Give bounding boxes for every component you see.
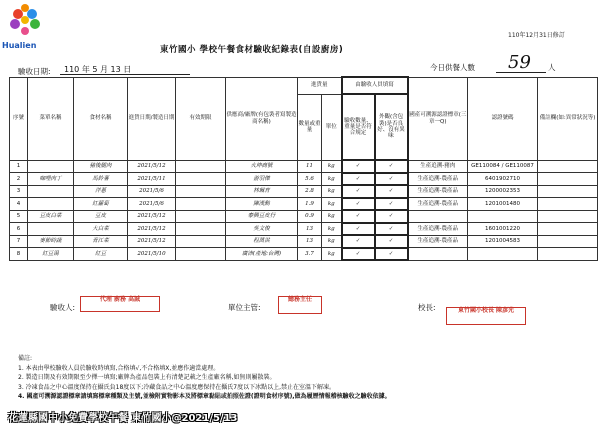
- row-cert: 生產追溯-農產品: [408, 198, 468, 211]
- row-remark: [538, 185, 598, 198]
- supplier-count-value: 59: [508, 52, 531, 73]
- principal-stamp: 東竹國小校長 陳彥光: [446, 307, 526, 325]
- notes-heading: 備註:: [18, 355, 33, 362]
- row-check-qty: ✓: [342, 248, 375, 261]
- row-check-qty: ✓: [342, 160, 375, 173]
- row-seq: 5: [10, 210, 28, 223]
- row-ingredient: 紅豆: [74, 248, 128, 261]
- row-expiry: [176, 223, 226, 236]
- row-expiry: [176, 248, 226, 261]
- row-dish: 咖哩肉丁: [28, 173, 74, 186]
- row-check-qty: ✓: [342, 235, 375, 248]
- row-supplier: 陳漢勳: [226, 198, 298, 211]
- row-cert-no: [468, 248, 538, 261]
- row-ingredient: 紅蘿蔔: [74, 198, 128, 211]
- page-title: 東竹國小 學校午餐食材驗收紀錄表(自設廚房): [160, 45, 344, 55]
- logo-text: Hualien: [2, 41, 37, 50]
- header-expiry: 有效期限: [176, 77, 226, 160]
- row-remark: [538, 160, 598, 173]
- row-check-look: ✓: [375, 210, 408, 223]
- row-unit: kg: [322, 185, 342, 198]
- row-seq: 6: [10, 223, 28, 236]
- row-cert: 生產追溯-豬肉: [408, 160, 468, 173]
- row-date: 2021/5/6: [128, 198, 176, 211]
- header-check-qty: 驗收數量、重量是否符合規定: [342, 94, 375, 160]
- header-unit: 單位: [322, 94, 342, 160]
- header-remarks: 備註欄(如:異常狀況等): [538, 77, 598, 160]
- watermark-caption: 花蓮縣國中小免費學校午餐 東竹國小@2021/5/13: [8, 413, 238, 424]
- row-seq: 2: [10, 173, 28, 186]
- header-cert-no: 認證號碼: [468, 77, 538, 160]
- row-qty: 0.9: [298, 210, 322, 223]
- note-item: 4. 國產可溯源認證標章請填寫標章種類及主號,並檢附實物影本及將標章黏貼或拍照佐證(證明食材序號),做為履歷情報稽核驗收之驗收依據。: [18, 393, 391, 400]
- row-unit: kg: [322, 235, 342, 248]
- note-item: 2. 製造日期及有效期限至少擇一填寫;廠牌為產品包裝上有清楚記載之生產廠名稱,如無則屬散裝。: [18, 374, 276, 381]
- row-check-look: ✓: [375, 235, 408, 248]
- supplier-count-unit: 人: [548, 63, 556, 72]
- row-unit: kg: [322, 248, 342, 261]
- note-item: 1. 本表由學校驗收人員於驗收時填寫,合格填√,不合格填X,並應作適當處理。: [18, 364, 220, 372]
- row-date: 2021/5/12: [128, 160, 176, 173]
- row-ingredient: 豬後腿肉: [74, 160, 128, 173]
- row-cert: 生產追溯-農產品: [408, 223, 468, 236]
- row-dish: 豆皮白菜: [28, 210, 74, 223]
- table-row: [10, 160, 598, 173]
- row-cert-no: 1601001220: [468, 223, 538, 236]
- row-ingredient: 洋蔥: [74, 185, 128, 198]
- row-expiry: [176, 173, 226, 186]
- header-qty: 數量或重量: [298, 94, 322, 160]
- row-unit: kg: [322, 223, 342, 236]
- row-seq: 8: [10, 248, 28, 261]
- row-cert-no: 1201004583: [468, 235, 538, 248]
- row-remark: [538, 248, 598, 261]
- row-seq: 4: [10, 198, 28, 211]
- row-check-look: ✓: [375, 173, 408, 186]
- table-row: [10, 210, 598, 223]
- table-row: [10, 185, 598, 198]
- row-date: 2021/5/12: [128, 223, 176, 236]
- header-incoming: 進貨量: [298, 77, 342, 94]
- row-dish: 麥節時蔬: [28, 235, 74, 248]
- row-expiry: [176, 210, 226, 223]
- table-row: [10, 173, 598, 186]
- row-qty: 1.9: [298, 198, 322, 211]
- hualien-logo-icon: [4, 2, 46, 42]
- inspector-label: 驗收人:: [50, 303, 76, 312]
- row-remark: [538, 210, 598, 223]
- row-ingredient: 大白菜: [74, 223, 128, 236]
- row-ingredient: 馬鈴薯: [74, 173, 128, 186]
- receipt-date-label: 驗收日期:: [18, 67, 51, 76]
- row-unit: kg: [322, 210, 342, 223]
- row-date: 2021/5/11: [128, 173, 176, 186]
- row-check-look: ✓: [375, 185, 408, 198]
- header-cert: 國產可溯源認證標章(三章一Q): [408, 77, 468, 160]
- table-row: [10, 248, 598, 261]
- row-qty: 13: [298, 223, 322, 236]
- row-dish: [28, 223, 74, 236]
- supervisor-label: 單位主管:: [228, 303, 261, 312]
- row-check-qty: ✓: [342, 173, 375, 186]
- revision-note: 110年12月31日修訂: [508, 32, 565, 39]
- row-cert-no: 1201001480: [468, 198, 538, 211]
- row-supplier: 廣沛(產地:台灣): [226, 248, 298, 261]
- row-supplier: 程萬洪: [226, 235, 298, 248]
- row-expiry: [176, 185, 226, 198]
- header-date: 進貨日期/製造日期: [128, 77, 176, 160]
- row-remark: [538, 235, 598, 248]
- table-row: [10, 235, 598, 248]
- row-date: 2021/5/6: [128, 185, 176, 198]
- row-dish: 紅豆湯: [28, 248, 74, 261]
- row-cert: 生產追溯-農產品: [408, 173, 468, 186]
- row-cert-no: 1200002353: [468, 185, 538, 198]
- row-cert-no: [468, 210, 538, 223]
- row-expiry: [176, 160, 226, 173]
- row-seq: 1: [10, 160, 28, 173]
- row-cert: [408, 210, 468, 223]
- inspection-table: [9, 76, 598, 261]
- row-check-qty: ✓: [342, 210, 375, 223]
- notes-section: [18, 354, 593, 402]
- row-check-look: ✓: [375, 223, 408, 236]
- row-check-look: ✓: [375, 160, 408, 173]
- row-check-qty: ✓: [342, 223, 375, 236]
- row-supplier: 火坤商號: [226, 160, 298, 173]
- row-expiry: [176, 235, 226, 248]
- header-ingredient: 食材名稱: [74, 77, 128, 160]
- row-check-look: ✓: [375, 198, 408, 211]
- row-seq: 7: [10, 235, 28, 248]
- row-unit: kg: [322, 198, 342, 211]
- row-cert: 生產追溯-農產品: [408, 235, 468, 248]
- table-row: [10, 198, 598, 211]
- note-item: 3. 冷凍食品之中心溫度保持在攝氏負18度以下;冷藏食品之中心溫度應保持在攝氏7度以下冰點以上,禁止在室溫下解凍。: [18, 383, 336, 391]
- header-supplier: 供應商/廠牌(有包裝者寫製造商名稱): [226, 77, 298, 160]
- inspector-stamp: 代理 廚務 高誠: [80, 296, 160, 312]
- row-check-look: ✓: [375, 248, 408, 261]
- row-supplier: 吳文俊: [226, 223, 298, 236]
- row-ingredient: 青江菜: [74, 235, 128, 248]
- row-check-qty: ✓: [342, 198, 375, 211]
- row-supplier: 林珮育: [226, 185, 298, 198]
- row-supplier: 泰興豆皮行: [226, 210, 298, 223]
- row-qty: 13: [298, 235, 322, 248]
- header-seq: 序號: [10, 77, 28, 160]
- row-supplier: 游羽傑: [226, 173, 298, 186]
- row-remark: [538, 173, 598, 186]
- row-check-qty: ✓: [342, 185, 375, 198]
- row-date: 2021/5/10: [128, 248, 176, 261]
- row-remark: [538, 223, 598, 236]
- table-row: [10, 223, 598, 236]
- header-dish: 菜單名稱: [28, 77, 74, 160]
- row-cert-no: 6401902710: [468, 173, 538, 186]
- row-remark: [538, 198, 598, 211]
- row-qty: 11: [298, 160, 322, 173]
- row-cert: [408, 248, 468, 261]
- row-date: 2021/5/12: [128, 235, 176, 248]
- row-qty: 5.6: [298, 173, 322, 186]
- header-check-group: 由驗收人員填寫: [342, 77, 408, 94]
- principal-label: 校長:: [418, 303, 436, 312]
- row-expiry: [176, 198, 226, 211]
- row-date: 2021/5/12: [128, 210, 176, 223]
- row-unit: kg: [322, 173, 342, 186]
- row-dish: [28, 160, 74, 173]
- receipt-date-value: 110 年 5 月 13 日: [64, 65, 132, 74]
- row-dish: [28, 198, 74, 211]
- row-unit: kg: [322, 160, 342, 173]
- row-cert: 生產追溯-農產品: [408, 185, 468, 198]
- row-dish: [28, 185, 74, 198]
- row-cert-no: GE110084 / GE110087: [468, 160, 538, 173]
- header-check-look: 外觀(含包裝)是否良好、沒有異味: [375, 94, 408, 160]
- row-ingredient: 豆皮: [74, 210, 128, 223]
- supplier-count-label: 今日供餐人數: [430, 63, 475, 72]
- row-qty: 3.7: [298, 248, 322, 261]
- row-qty: 2.8: [298, 185, 322, 198]
- row-seq: 3: [10, 185, 28, 198]
- supervisor-stamp: 總務主任: [278, 296, 322, 314]
